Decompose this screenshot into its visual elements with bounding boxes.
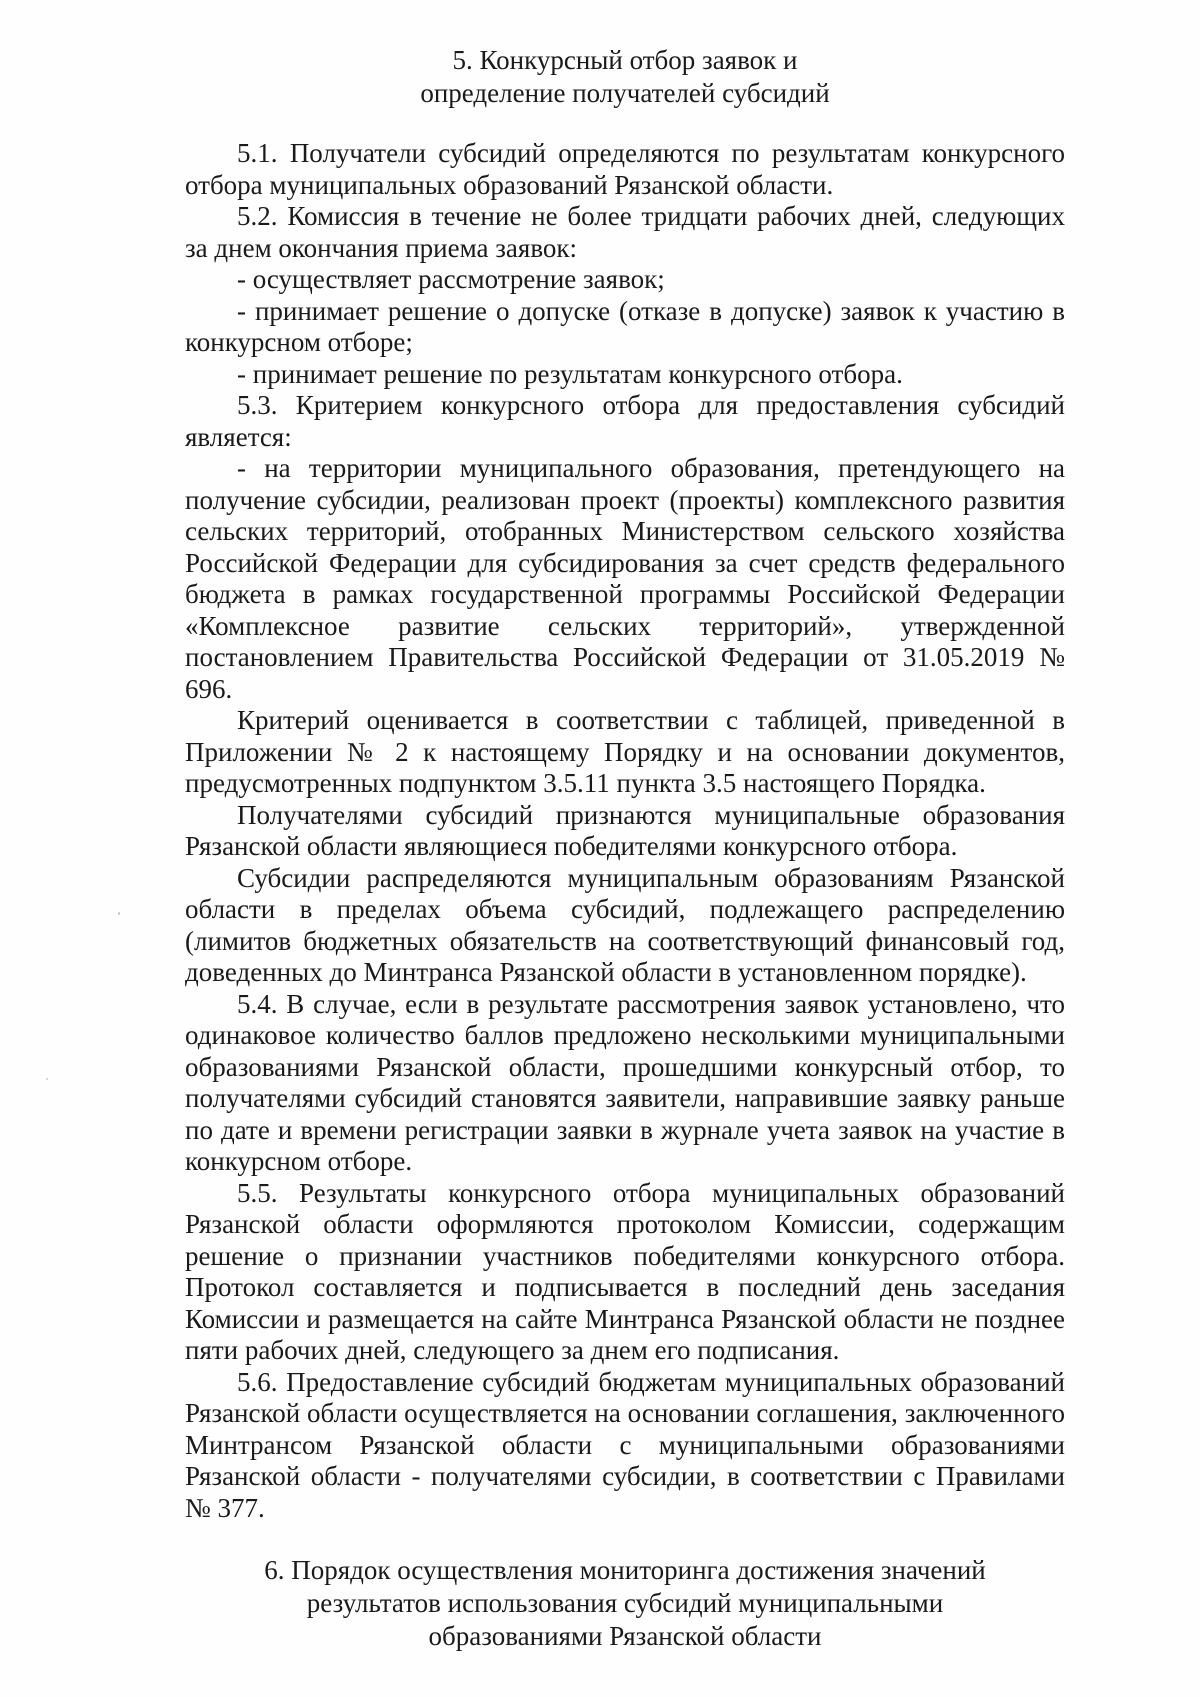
paragraph-5-2-item-b: - принимает решение о допуске (отказе в допуске) заявок к участию в конкурсном отборе;: [185, 295, 1065, 357]
section-6-heading-line-1: 6. Порядок осуществления мониторинга достижения значений: [264, 1555, 986, 1585]
paragraph-5-4: 5.4. В случае, если в результате рассмотрения заявок установлено, что одинаковое количество баллов предложено несколькими муниципальными образованиями Рязанской области, прошедшими конкурсный отбор, то получателями субсидий становятся заявители, направившие заявку раньше по дате и времени регистрации заявки в журнале учета заявок на участие в конкурсном отборе.: [185, 988, 1065, 1176]
scan-speck: [46, 1078, 48, 1080]
section-5-heading-line-2: определение получателей субсидий: [420, 78, 830, 108]
paragraph-5-2-item-a: - осуществляет рассмотрение заявок;: [237, 264, 665, 294]
paragraph-5-2: 5.2. Комиссия в течение не более тридцати рабочих дней, следующих за днем окончания приема заявок:: [185, 201, 1065, 263]
paragraph-5-3-distribution: Субсидии распределяются муниципальным образованиям Рязанской области в пределах объема субсидий, подлежащего распределению (лимитов бюджетных обязательств на соответствующий финансовый год, доведенных до Минтранса Рязанской области в установленном порядке).: [185, 862, 1065, 987]
paragraph-5-2-item-c: - принимает решение по результатам конкурсного отбора.: [237, 358, 903, 389]
paragraph-5-3-recipients: Получателями субсидий признаются муниципальные образования Рязанской области являющиеся победителями конкурсного отбора.: [185, 799, 1065, 861]
paragraph-5-5: 5.5. Результаты конкурсного отбора муниципальных образований Рязанской области оформляются протоколом Комиссии, содержащим решение о признании участников победителями конкурсного отбора. Протокол составляется и подписывается в последний день заседания Комиссии и размещается на сайте Минтранса Рязанской области не позднее пяти рабочих дней, следующего за днем его подписания.: [185, 1177, 1065, 1365]
paragraph-5-3: 5.3. Критерием конкурсного отбора для предоставления субсидий является:: [185, 390, 1065, 452]
section-6-heading-line-2: результатов использования субсидий муниципальными: [306, 1588, 944, 1618]
paragraph-5-1: 5.1. Получатели субсидий определяются по результатам конкурсного отбора муниципальных образований Рязанской области.: [185, 138, 1065, 200]
paragraph-5-6: 5.6. Предоставление субсидий бюджетам муниципальных образований Рязанской области осуществляется на основании соглашения, заключенного Минтрансом Рязанской области с муниципальными образованиями Рязанской области - получателями субсидии, в соответствии с Правилами № 377.: [185, 1366, 1065, 1523]
section-5-heading-line-1: 5. Конкурсный отбор заявок и: [452, 45, 798, 75]
paragraph-5-3-criterion: - на территории муниципального образования, претендующего на получение субсидии, реализован проект (проекты) комплексного развития сельских территорий, отобранных Министерством сельского хозяйства Российской Федерации для субсидирования за счет средств федерального бюджета в рамках государственной программы Российской Федерации «Комплексное развитие сельских территорий», утвержденной постановлением Правительства Российской Федерации от 31.05.2019 № 696.: [185, 453, 1065, 704]
section-6-heading: [185, 1554, 1065, 1653]
section-5-heading: [185, 44, 1065, 110]
section-6-heading-line-3: образованиями Рязанской области: [428, 1621, 822, 1651]
document-body: [185, 44, 1065, 1653]
paragraph-5-3-assessment: Критерий оценивается в соответствии с таблицей, приведенной в Приложении № 2 к настоящему Порядку и на основании документов, предусмотренных подпунктом 3.5.11 пункта 3.5 настоящего Порядка.: [185, 705, 1065, 798]
scan-speck: [118, 912, 120, 915]
